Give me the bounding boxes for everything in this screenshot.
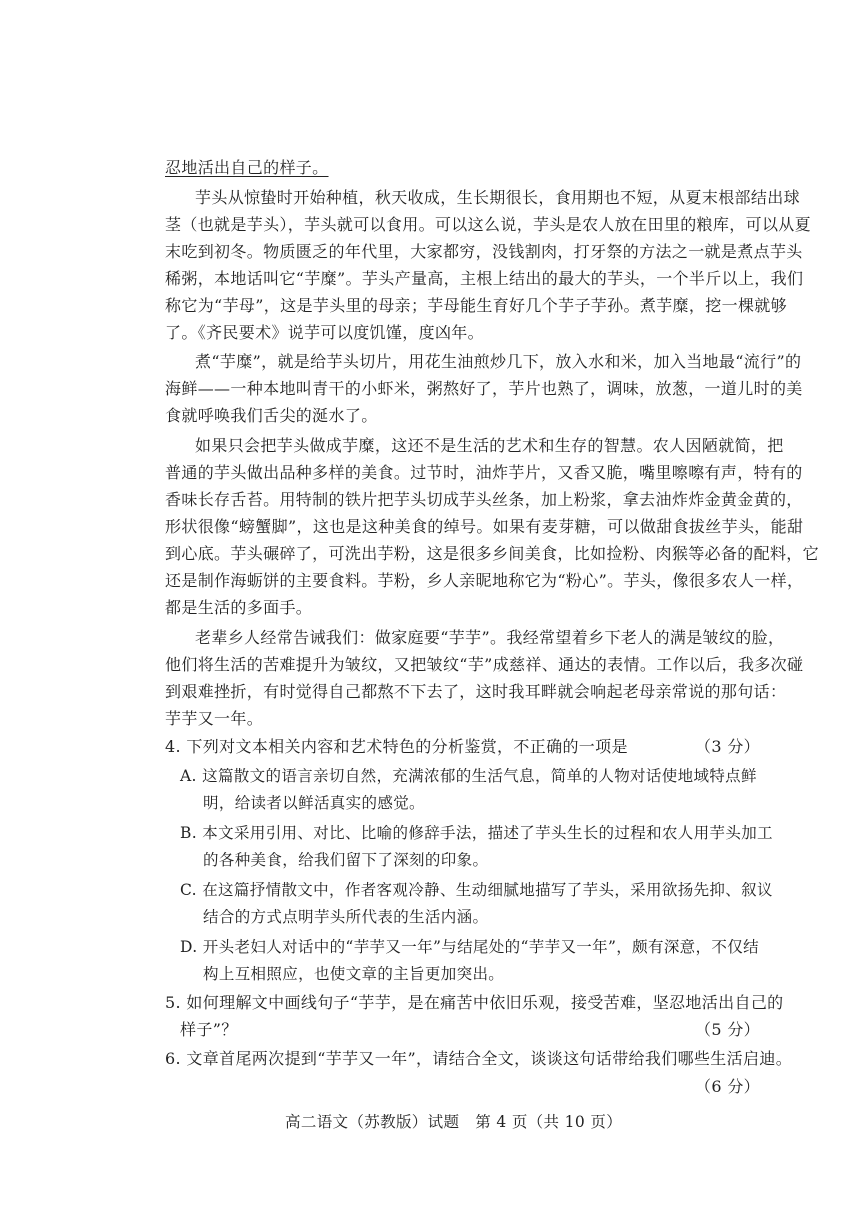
- question-5-line2: 样子”？: [180, 1020, 238, 1039]
- passage-line: 芋头从惊蛰时开始种植，秋天收成，生长期很长，食用期也不短，从夏末根部结出球: [195, 188, 800, 207]
- question-5-line1: 5. 如何理解文中画线句子“芋芋，是在痛苦中依旧乐观，接受苦难，坚忍地活出自己的: [165, 993, 784, 1012]
- option-c: C. 在这篇抒情散文中，作者客观冷静、生动细腻地描写了芋头，采用欲扬先抑、叙议: [180, 881, 773, 899]
- page-footer: 高二语文（苏教版）试题 第 4 页（共 10 页）: [285, 1113, 623, 1131]
- option-d-cont: 构上互相照应，也使文章的主旨更加突出。: [203, 965, 505, 983]
- passage-line: 普通的芋头做出品种多样的美食。过节时，油炸芋片，又香又脆，嘴里嚓嚓有声，特有的: [165, 463, 803, 482]
- passage-line: 稀粥，本地话叫它“芋糜”。芋头产量高，主根上结出的最大的芋头，一个半斤以上，我们: [165, 269, 804, 288]
- question-4-score: （3 分）: [695, 737, 761, 756]
- passage-line: 香味长存舌苔。用特制的铁片把芋头切成芋头丝条，加上粉浆，拿去油炸炸金黄金黄的，: [165, 490, 803, 509]
- passage-line: 还是制作海蛎饼的主要食料。芋粉，乡人亲昵地称它为“粉心”。芋头，像很多农人一样，: [165, 571, 804, 590]
- passage-line: 芋芋又一年。: [165, 709, 264, 728]
- passage-line: 忍地活出自己的样子。: [165, 158, 329, 177]
- passage-line: 到心底。芋头碾碎了，可洗出芋粉，这是很多乡间美食，比如捡粉、肉猴等必备的配料，它: [165, 544, 820, 563]
- passage-line: 老辈乡人经常告诫我们：做家庭要“芋芋”。我经常望着乡下老人的满是皱纹的脸，: [195, 628, 785, 647]
- question-4-stem: 4. 下列对文本相关内容和艺术特色的分析鉴赏，不正确的一项是: [165, 737, 628, 756]
- passage-line: 末吃到初冬。物质匮乏的年代里，大家都穷，没钱割肉，打牙祭的方法之一就是煮点芋头: [165, 242, 803, 261]
- option-c-cont: 结合的方式点明芋头所代表的生活内涵。: [203, 908, 489, 926]
- option-a-cont: 明，给读者以鲜活真实的感觉。: [203, 794, 425, 812]
- passage-line: 形状很像“螃蟹脚”，这也是这种美食的绰号。如果有麦芽糖，可以做甜食拔丝芋头，能甜: [165, 517, 804, 536]
- question-5-score: （5 分）: [695, 1020, 761, 1039]
- passage-line: 茎（也就是芋头），芋头就可以食用。可以这么说，芋头是农人放在田里的粮库，可以从夏: [165, 215, 812, 234]
- passage-line: 称它为“芋母”，这是芋头里的母亲；芋母能生育好几个芋子芋孙。煮芋糜，挖一棵就够: [165, 296, 788, 315]
- option-a: A. 这篇散文的语言亲切自然，充满浓郁的生活气息，简单的人物对话使地域特点鲜: [180, 767, 757, 785]
- option-d: D. 开头老妇人对话中的“芋芋又一年”与结尾处的“芋芋又一年”，颇有深意，不仅结: [180, 938, 759, 956]
- passage-line: 都是生活的多面手。: [165, 598, 313, 617]
- passage-line: 了。《齐民要术》说芋可以度饥馑，度凶年。: [165, 323, 485, 342]
- passage-line: 海鲜——一种本地叫青干的小虾米，粥熬好了，芋片也熟了，调味，放葱，一道儿时的美: [165, 379, 803, 398]
- option-b: B. 本文采用引用、对比、比喻的修辞手法，描述了芋头生长的过程和农人用芋头加工: [180, 824, 773, 842]
- question-6-line1: 6. 文章首尾两次提到“芋芋又一年”，请结合全文，谈谈这句话带给我们哪些生活启迪。: [165, 1049, 793, 1068]
- passage-line: 到艰难挫折，有时觉得自己都熬不下去了，这时我耳畔就会响起老母亲常说的那句话：: [165, 682, 787, 701]
- passage-line: 食就呼唤我们舌尖的涎水了。: [165, 406, 378, 425]
- passage-line: 煮“芋糜”，就是给芋头切片，用花生油煎炒几下，放入水和米，加入当地最“流行”的: [195, 352, 802, 371]
- passage-line: 如果只会把芋头做成芋糜，这还不是生活的艺术和生存的智慧。农人因陋就简，把: [195, 436, 784, 455]
- question-6-score: （6 分）: [695, 1077, 761, 1096]
- option-b-cont: 的各种美食，给我们留下了深刻的印象。: [203, 851, 489, 869]
- passage-line: 他们将生活的苦难提升为皱纹，又把皱纹“芋”成慈祥、通达的表情。工作以后，我多次碰: [165, 655, 804, 674]
